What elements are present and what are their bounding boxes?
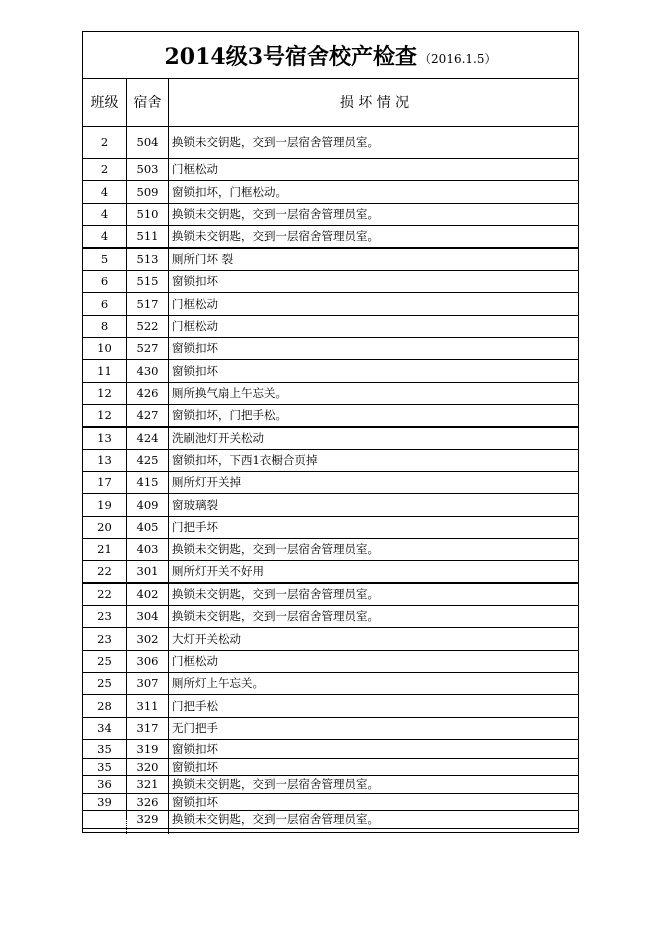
row-class-cell: 10 <box>97 341 112 355</box>
row-damage-cell: 窗锁扣坏 <box>172 363 218 378</box>
row-room-cell: 403 <box>136 542 159 556</box>
row-damage-cell: 窗锁扣坏，门框松动。 <box>172 184 287 199</box>
row-room-cell: 426 <box>136 386 159 400</box>
row-class-cell: 8 <box>100 319 109 333</box>
row-room-cell: 301 <box>136 564 159 578</box>
row-damage-cell: 窗玻璃裂 <box>172 497 218 512</box>
row-damage-cell: 换锁未交钥匙，交到一层宿舍管理员室。 <box>172 777 379 791</box>
row-class-cell: 25 <box>97 676 112 690</box>
row-room-cell: 402 <box>136 586 159 601</box>
row-room-cell: 511 <box>136 229 159 243</box>
row-class-cell: 22 <box>97 586 112 601</box>
row-room-cell: 405 <box>136 520 159 534</box>
row-room-cell: 510 <box>136 207 159 221</box>
row-damage-cell: 门框松动 <box>172 296 218 311</box>
row-room-cell: 527 <box>136 341 159 355</box>
row-room-cell: 424 <box>136 430 159 445</box>
row-room-cell: 326 <box>136 794 159 809</box>
row-room-cell: 304 <box>136 609 159 623</box>
row-damage-cell: 大灯开关松动 <box>172 631 241 646</box>
row-damage-cell: 厕所门坏 裂 <box>172 251 234 266</box>
row-class-cell: 36 <box>97 777 112 791</box>
row-room-cell: 517 <box>136 296 159 311</box>
row-class-cell: 6 <box>100 296 109 311</box>
row-damage-cell: 换锁未交钥匙，交到一层宿舍管理员室。 <box>172 229 379 243</box>
row-damage-cell: 窗锁扣坏，门把手松。 <box>172 408 287 422</box>
row-class-cell: 13 <box>97 453 112 467</box>
inspection-sheet <box>82 31 579 833</box>
row-class-cell: 35 <box>97 759 112 774</box>
row-damage-cell: 厕所换气扇上午忘关。 <box>172 386 287 400</box>
row-damage-cell <box>169 828 580 846</box>
row-class-cell: 35 <box>97 741 112 756</box>
row-room-cell: 317 <box>136 721 159 735</box>
header-room: 宿舍 <box>133 95 162 111</box>
row-damage-cell: 窗锁扣坏 <box>172 341 218 355</box>
row-class-cell: 20 <box>97 520 112 534</box>
row-class-cell: 12 <box>97 386 112 400</box>
row-class-cell: 4 <box>100 207 109 221</box>
row-class-cell: 25 <box>97 654 112 668</box>
row-damage-cell: 洗刷池灯开关松动 <box>172 430 264 445</box>
row-class-cell: 6 <box>100 274 109 288</box>
row-class-cell: 4 <box>100 184 109 199</box>
row-room-cell <box>127 828 168 846</box>
row-room-cell: 319 <box>136 741 159 756</box>
row-damage-cell: 厕所灯开关不好用 <box>172 564 264 578</box>
row-class-cell: 39 <box>97 794 112 809</box>
row-damage-cell: 窗锁扣坏 <box>172 741 218 756</box>
row-class-cell: 12 <box>97 408 112 422</box>
row-room-cell: 307 <box>136 676 159 690</box>
row-class-cell <box>83 828 126 846</box>
row-damage-cell: 厕所灯上午忘关。 <box>172 676 264 690</box>
row-damage-cell: 窗锁扣坏 <box>172 274 218 288</box>
row-damage-cell: 窗锁扣坏，下西1衣橱合页掉 <box>172 453 318 467</box>
row-damage-cell: 厕所灯开关掉 <box>172 475 241 489</box>
row-room-cell: 329 <box>136 812 159 826</box>
row-damage-cell: 换锁未交钥匙，交到一层宿舍管理员室。 <box>172 135 379 149</box>
row-damage-cell: 换锁未交钥匙，交到一层宿舍管理员室。 <box>172 542 379 556</box>
title-text: 2014级3号宿舍校产检查 <box>164 43 418 70</box>
row-room-cell: 509 <box>136 184 159 199</box>
row-damage-cell: 换锁未交钥匙，交到一层宿舍管理员室。 <box>172 609 379 623</box>
row-class-cell: 11 <box>97 363 112 378</box>
row-room-cell: 513 <box>136 251 159 266</box>
row-class-cell: 21 <box>97 542 112 556</box>
row-room-cell: 425 <box>136 453 159 467</box>
row-room-cell: 427 <box>136 408 159 422</box>
row-class-cell: 23 <box>97 631 112 646</box>
row-damage-cell: 换锁未交钥匙，交到一层宿舍管理员室。 <box>172 207 379 221</box>
row-room-cell: 321 <box>136 777 159 791</box>
row-class-cell: 2 <box>100 135 109 149</box>
row-damage-cell: 无门把手 <box>172 721 218 735</box>
row-class-cell: 4 <box>100 229 109 243</box>
row-room-cell: 302 <box>136 631 159 646</box>
row-room-cell: 515 <box>136 274 159 288</box>
row-damage-cell: 门框松动 <box>172 319 218 333</box>
row-damage-cell: 门把手坏 <box>172 520 218 534</box>
row-damage-cell: 窗锁扣坏 <box>172 794 218 809</box>
row-class-cell: 23 <box>97 609 112 623</box>
row-damage-cell: 门框松动 <box>172 654 218 668</box>
header-damage: 损 坏 情 况 <box>339 95 410 111</box>
row-room-cell: 504 <box>136 135 159 149</box>
row-room-cell: 306 <box>136 654 159 668</box>
row-room-cell: 430 <box>136 363 159 378</box>
column-divider-class-dotted <box>126 818 127 834</box>
row-room-cell: 415 <box>136 475 159 489</box>
row-class-cell: 28 <box>97 698 112 713</box>
row-room-cell: 409 <box>136 497 159 512</box>
row-class-cell: 17 <box>97 475 112 489</box>
row-damage-cell: 换锁未交钥匙，交到一层宿舍管理员室。 <box>172 812 379 826</box>
row-damage-cell: 换锁未交钥匙，交到一层宿舍管理员室。 <box>172 586 379 601</box>
row-room-cell: 503 <box>136 162 159 176</box>
row-class-cell: 13 <box>97 430 112 445</box>
header-class: 班级 <box>90 95 119 111</box>
row-class-cell: 5 <box>100 251 109 266</box>
row-class-cell: 2 <box>100 162 109 176</box>
row-class-cell: 34 <box>97 721 112 735</box>
row-damage-cell: 门把手松 <box>172 698 218 713</box>
row-room-cell: 311 <box>136 698 159 713</box>
sheet-title <box>83 32 578 78</box>
column-divider-room <box>168 78 169 834</box>
row-class-cell: 19 <box>97 497 112 512</box>
row-room-cell: 522 <box>136 319 159 333</box>
row-class-cell: 22 <box>97 564 112 578</box>
title-date: （2016.1.5） <box>419 51 497 66</box>
row-damage-cell: 门框松动 <box>172 162 218 176</box>
row-damage-cell: 窗锁扣坏 <box>172 759 218 774</box>
column-divider-class <box>126 78 127 818</box>
row-room-cell: 320 <box>136 759 159 774</box>
row-class-cell <box>83 810 126 828</box>
